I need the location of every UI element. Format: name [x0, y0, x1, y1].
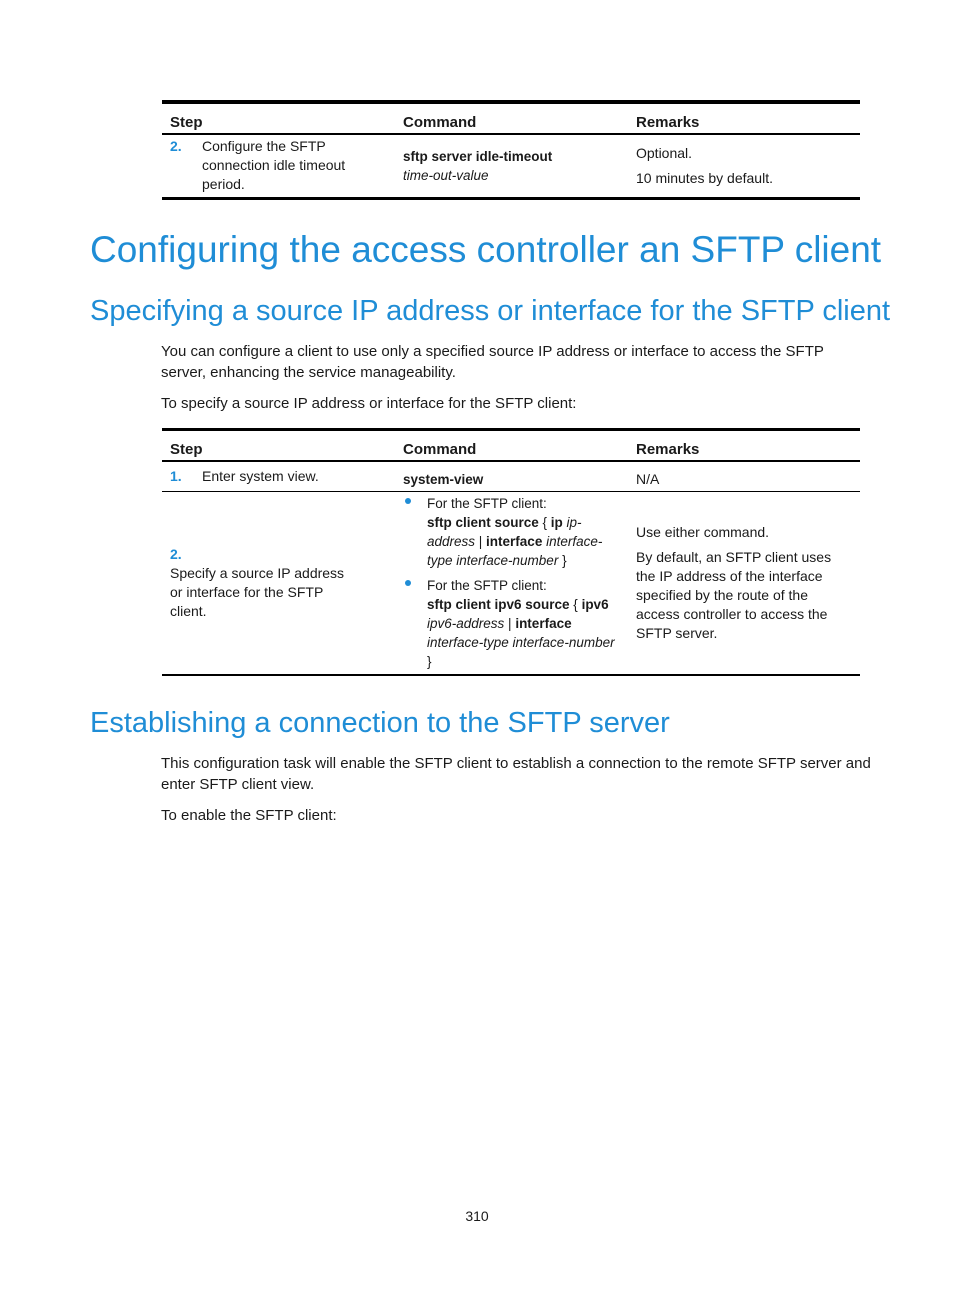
command-syntax: [427, 513, 620, 570]
command-cell: [395, 134, 628, 198]
command-syntax: [427, 595, 620, 671]
bullet-intro: For the SFTP client:: [427, 496, 547, 512]
step-description: Specify a source IP address or interface for the SFTP client.: [170, 564, 345, 619]
step-cell: [162, 461, 395, 491]
syntax-brace: }: [558, 553, 567, 569]
step-number: 2.: [170, 138, 182, 155]
command-keyword: interface: [515, 616, 572, 632]
command-keyword: sftp client source: [427, 515, 539, 531]
command-keyword: system-view: [395, 461, 628, 491]
paragraph-lead: To enable the SFTP client:: [161, 807, 337, 824]
step-description: Configure the SFTP connection idle timeout period.: [202, 138, 346, 193]
section-heading-source-ip: Specifying a source IP address or interface for the SFTP client: [90, 295, 891, 327]
syntax-brace: }: [427, 654, 432, 670]
step-number: 2.: [170, 545, 182, 562]
step-cell: [162, 134, 395, 198]
step-cell: [162, 491, 395, 675]
remark-optional: Optional.: [636, 144, 693, 161]
bullet-icon: [405, 498, 411, 504]
syntax-bar: |: [475, 534, 487, 550]
step-description: Enter system view.: [202, 467, 319, 484]
paragraph-intro: You can configure a client to use only a specified source IP address or interface to access the SFTP server, enhancing the service manageability.: [161, 343, 824, 381]
command-list: [403, 494, 620, 671]
page-number: 310: [465, 1208, 489, 1224]
command-keyword: interface: [486, 534, 543, 550]
list-item: [403, 576, 620, 671]
remark-text: N/A: [628, 461, 860, 491]
page-title: Configuring the access controller an SFTP client: [90, 229, 882, 270]
command-keyword: sftp client ipv6 source: [427, 597, 570, 613]
command-argument: ipv6-address: [427, 616, 505, 632]
section-heading-connection: Establishing a connection to the SFTP server: [90, 707, 670, 739]
column-header-remarks: Remarks: [628, 430, 860, 462]
command-keyword: ipv6: [581, 597, 609, 613]
table-row: [162, 461, 860, 491]
paragraph-lead: To specify a source IP address or interface for the SFTP client:: [161, 395, 577, 412]
command-argument: ip-address: [427, 515, 582, 550]
syntax-bar: |: [504, 616, 516, 632]
syntax-brace: {: [569, 597, 582, 613]
command-keyword: sftp server idle-timeout: [403, 148, 553, 164]
remarks-cell: [628, 134, 860, 198]
remark-either: Use either command.: [636, 523, 770, 540]
syntax-brace: {: [538, 515, 551, 531]
table-idle-timeout: [162, 100, 860, 200]
column-header-step: Step: [162, 102, 395, 134]
step-number: 1.: [170, 467, 182, 484]
column-header-command: Command: [395, 430, 628, 462]
table-row: [162, 491, 860, 675]
command-cell: [395, 491, 628, 675]
command-argument: time-out-value: [403, 167, 489, 183]
paragraph-intro: This configuration task will enable the SFTP client to establish a connection to the remote SFTP server and enter SFTP client view.: [161, 755, 871, 793]
command-argument: interface-type interface-number: [427, 635, 615, 651]
command-keyword: ip: [550, 515, 563, 531]
remark-default: By default, an SFTP client uses the IP address of the interface specified by the route of the access controller to access the SFTP server.: [636, 548, 832, 641]
column-header-step: Step: [162, 430, 395, 462]
bullet-intro: For the SFTP client:: [427, 578, 547, 594]
remark-default: 10 minutes by default.: [636, 169, 773, 186]
column-header-command: Command: [395, 102, 628, 134]
bullet-icon: [405, 580, 411, 586]
command-argument: interface-type interface-number: [427, 534, 603, 569]
remarks-cell: [628, 491, 860, 675]
table-source-ip: [162, 428, 860, 676]
list-item: [403, 494, 620, 570]
table-row: [162, 134, 860, 198]
column-header-remarks: Remarks: [628, 102, 860, 134]
